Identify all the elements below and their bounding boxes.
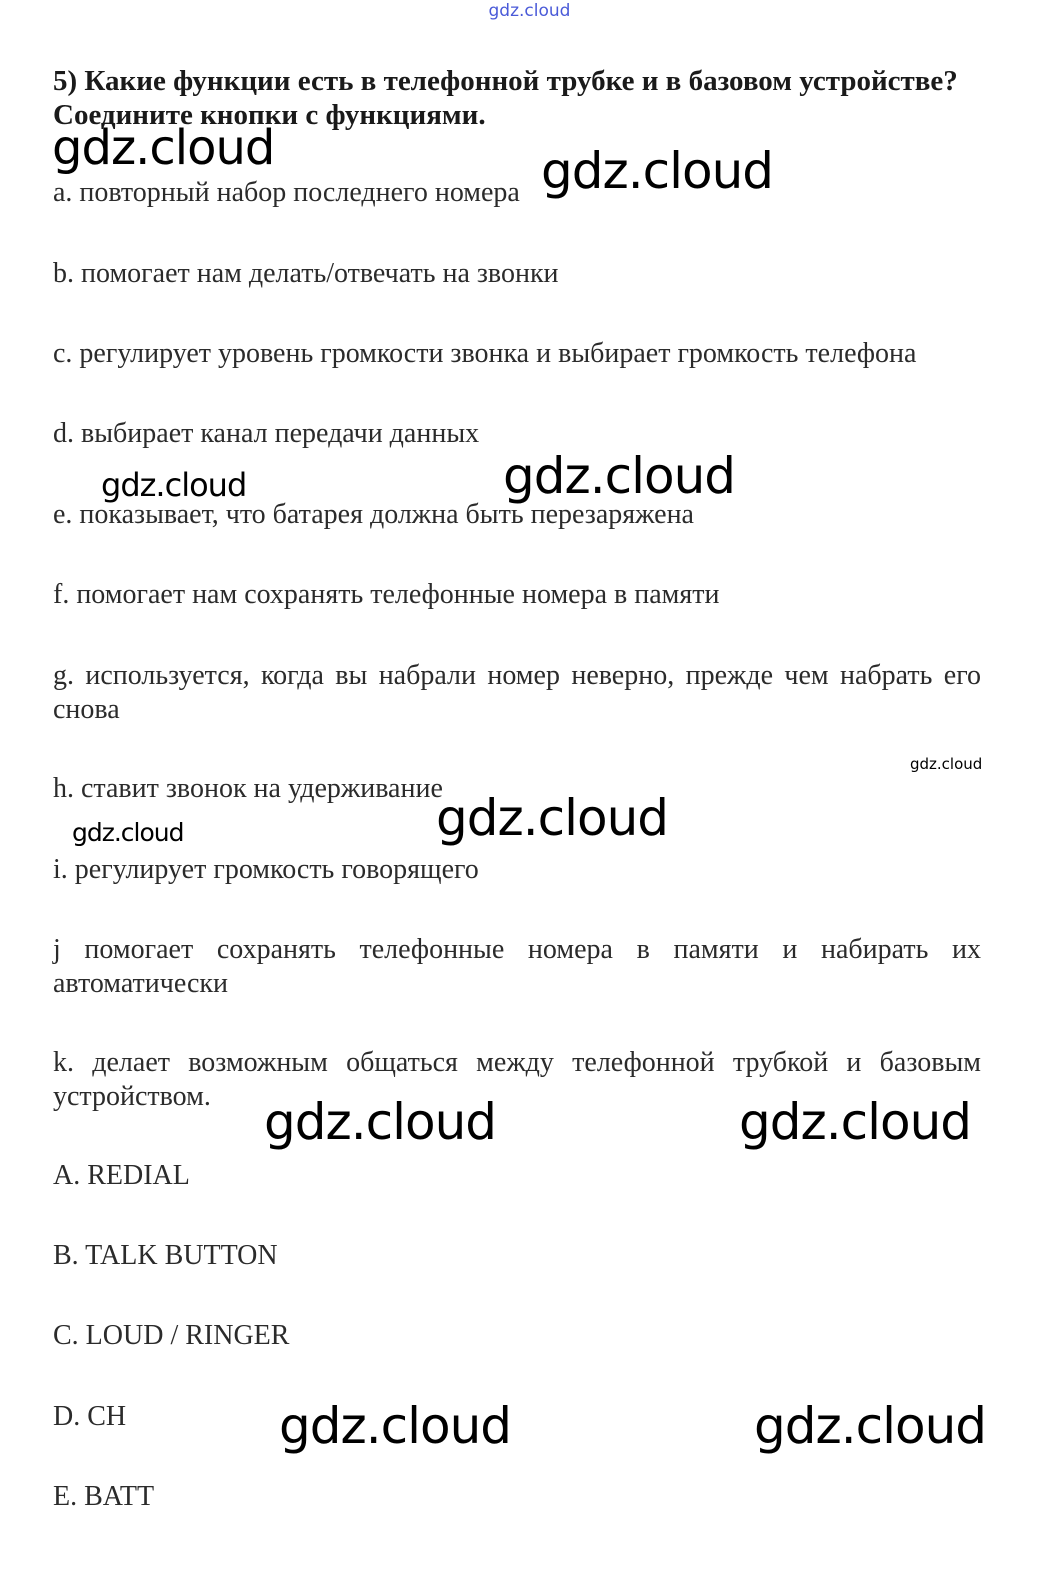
- watermark: gdz.cloud: [264, 1093, 497, 1151]
- watermark: gdz.cloud: [52, 120, 275, 176]
- function-item-f: f. помогает нам сохранять телефонные номера в памяти: [53, 579, 720, 610]
- function-item-g: g. используется, когда вы набрали номер неверно, прежде чем набрать его снова: [53, 660, 981, 725]
- watermark: gdz.cloud: [541, 142, 774, 200]
- button-item-c: C. LOUD / RINGER: [53, 1320, 290, 1351]
- function-item-i: i. регулирует громкость говорящего: [53, 854, 479, 885]
- function-item-d: d. выбирает канал передачи данных: [53, 418, 480, 449]
- watermark: gdz.cloud: [503, 447, 736, 505]
- watermark: gdz.cloud: [754, 1397, 987, 1455]
- function-item-k: k. делает возможным общаться между телефонной трубкой и базовым устройством.: [53, 1047, 981, 1112]
- function-item-c: c. регулирует уровень громкости звонка и выбирает громкость телефона: [53, 338, 917, 369]
- button-item-e: E. BATT: [53, 1481, 155, 1512]
- watermark: gdz.cloud: [279, 1397, 512, 1455]
- watermark: gdz.cloud: [436, 789, 669, 847]
- question-line-2: Соедините кнопки с функциями.: [53, 99, 486, 131]
- question-line-1: 5) Какие функции есть в телефонной трубке и в базовом устройстве?: [53, 65, 958, 97]
- watermark: gdz.cloud: [910, 755, 983, 773]
- watermark: gdz.cloud: [101, 466, 247, 504]
- function-item-a: a. повторный набор последнего номера: [53, 177, 520, 208]
- button-item-b: B. TALK BUTTON: [53, 1240, 278, 1271]
- function-item-b: b. помогает нам делать/отвечать на звонки: [53, 258, 559, 289]
- button-item-d: D. CH: [53, 1401, 127, 1432]
- function-item-e: e. показывает, что батарея должна быть перезаряжена: [53, 499, 694, 530]
- header-watermark: gdz.cloud: [488, 1, 571, 21]
- function-item-j: j помогает сохранять телефонные номера в памяти и набирать их автоматически: [53, 934, 981, 999]
- function-item-h: h. ставит звонок на удерживание: [53, 773, 443, 804]
- watermark: gdz.cloud: [739, 1093, 972, 1151]
- button-item-a: A. REDIAL: [53, 1160, 190, 1191]
- watermark: gdz.cloud: [72, 818, 184, 847]
